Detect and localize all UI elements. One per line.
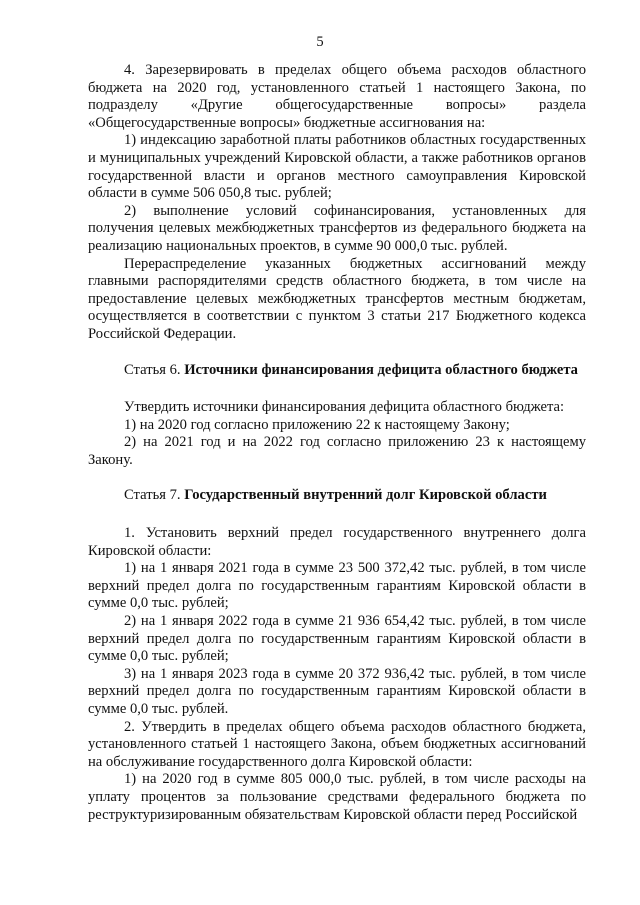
article-7-title: Государственный внутренний долг Кировской области — [184, 487, 547, 504]
paragraph-redistribution: Перераспределение указанных бюджетных ассигнований между главными распорядителями средств областного бюджета, в том числе на предоставление целевых межбюджетных трансфертов местным бюджетам, осуществляется в соответствии с пунктом 3 статьи 217 Бюджетного кодекса Российской Федерации. — [88, 255, 586, 342]
paragraph-sources-2021-2022: 2) на 2021 год и на 2022 год согласно приложению 23 к настоящему Закону. — [88, 434, 586, 468]
paragraph-reserve-intro: 4. Зарезервировать в пределах общего объема расходов областного бюджета на 2020 год, установленного статьей 1 настоящего Закона, по подразделу «Другие общегосударственные вопросы» раздела «Общегосударственные вопросы» бюджетные ассигнования на: — [88, 62, 586, 131]
article-6-heading — [88, 362, 586, 380]
paragraph-debt-2021: 1) на 1 января 2021 года в сумме 23 500 372,42 тыс. рублей, в том числе верхний предел долга по государственным гарантиям Кировской области в сумме 0,0 тыс. рублей; — [88, 560, 586, 612]
article-7-prefix: Статья 7. — [124, 487, 181, 504]
paragraph-approve-sources: Утвердить источники финансирования дефицита областного бюджета: — [124, 399, 565, 416]
article-7-heading — [88, 487, 586, 505]
paragraph-debt-2023: 3) на 1 января 2023 года в сумме 20 372 936,42 тыс. рублей, в том числе верхний предел долга по государственным гарантиям Кировской области в сумме 0,0 тыс. рублей. — [88, 665, 586, 717]
article-6-title: Источники финансирования дефицита областного бюджета — [184, 361, 578, 378]
paragraph-debt-limit-intro: 1. Установить верхний предел государственного внутреннего долга Кировской области: — [88, 525, 586, 559]
page-number: 5 — [316, 34, 324, 50]
article-6-prefix: Статья 6. — [124, 361, 181, 378]
document-body — [88, 62, 586, 824]
paragraph-debt-service-intro: 2. Утвердить в пределах общего объема расходов областного бюджета, установленного статьей 1 настоящего Закона, объем бюджетных ассигнований на обслуживание государственного долга Кировской области: — [88, 718, 586, 770]
paragraph-debt-2022: 2) на 1 января 2022 года в сумме 21 936 654,42 тыс. рублей, в том числе верхний предел долга по государственным гарантиям Кировской области в сумме 0,0 тыс. рублей; — [88, 613, 586, 665]
paragraph-debt-service-2020: 1) на 2020 год в сумме 805 000,0 тыс. рублей, в том числе расходы на уплату процентов за пользование средствами федерального бюджета по реструктуризированным обязательствам Кировской области перед Российской — [88, 771, 586, 823]
paragraph-indexation: 1) индексацию заработной платы работников областных государственных и муниципальных учреждений Кировской области, а также работников органов государственной власти и органов местного самоуправления Кировской области в сумме 506 050,8 тыс. рублей; — [88, 132, 586, 202]
paragraph-sources-2020: 1) на 2020 год согласно приложению 22 к настоящему Закону; — [124, 416, 510, 433]
paragraph-cofinancing: 2) выполнение условий софинансирования, установленных для получения целевых межбюджетных трансфертов из федерального бюджета на реализацию национальных проектов, в сумме 90 000,0 тыс. рублей. — [88, 202, 586, 254]
